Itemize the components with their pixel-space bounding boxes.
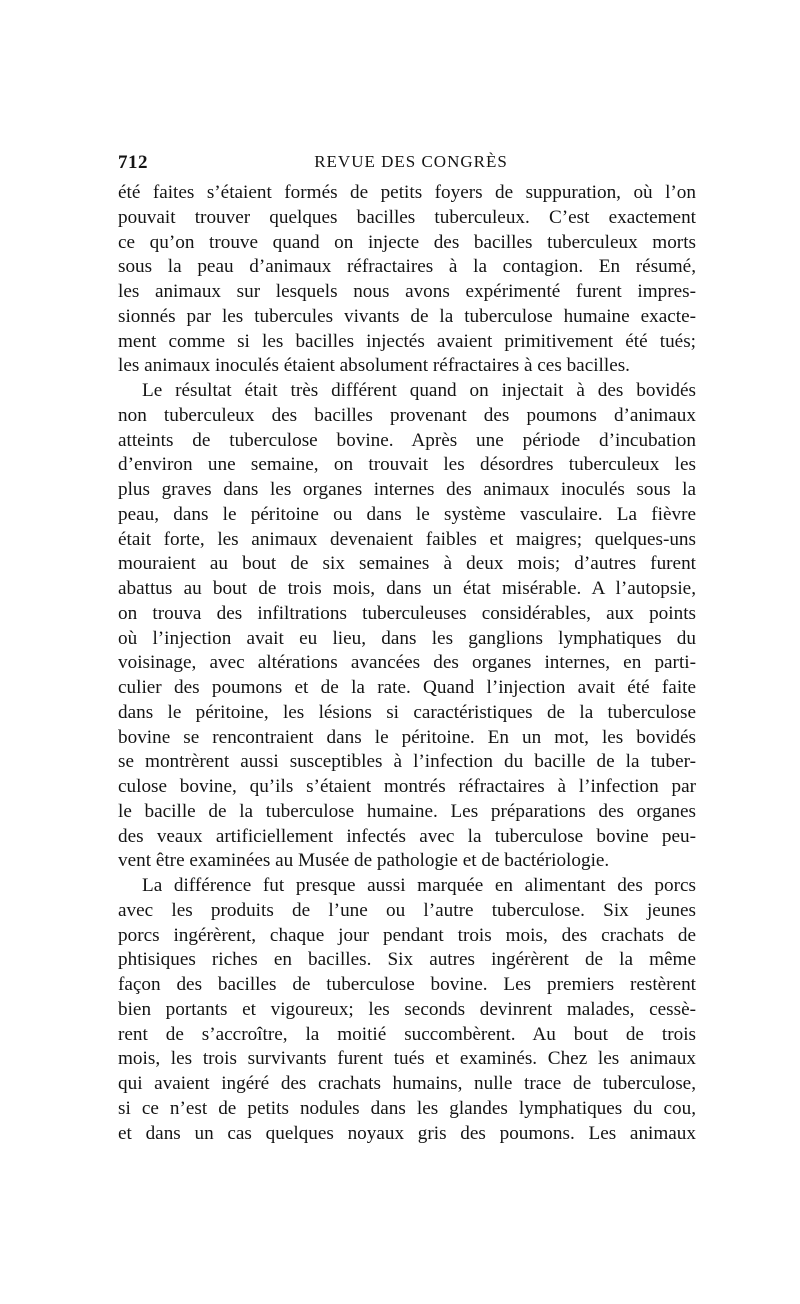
text-line: se montrèrent aussi susceptibles à l’infection du bacille de la tuber- [118,751,696,773]
text-line: phtisiques riches en bacilles. Six autres ingérèrent de la même [118,949,696,971]
text-line: atteints de tuberculose bovine. Après une période d’incubation [118,429,696,451]
page-header [118,152,696,178]
text-line: abattus au bout de trois mois, dans un état misérable. A l’autopsie, [118,578,696,599]
text-line: mouraient au bout de six semaines à deux mois; d’autres furent [118,553,696,575]
text-line: pouvait trouver quelques bacilles tuberculeux. C’est exactement [118,206,696,228]
text-line: rent de s’accroître, la moitié succombèrent. Au bout de trois [118,1023,696,1045]
text-line: culier des poumons et de la rate. Quand l’injection avait été faite [118,677,696,698]
text-line: les animaux inoculés étaient absolument réfractaires à ces bacilles. [118,355,630,377]
text-line: été faites s’étaient formés de petits foyers de suppuration, où l’on [118,182,696,203]
text-line: et dans un cas quelques noyaux gris des poumons. Les animaux [118,1122,696,1144]
text-line: dans le péritoine, les lésions si caractéristiques de la tuberculose [118,701,696,723]
text-line: bovine se rencontraient dans le péritoine. En un mot, les bovidés [118,726,696,748]
text-line: culose bovine, qu’ils s’étaient montrés réfractaires à l’infection par [118,776,696,797]
text-line: bien portants et vigoureux; les seconds devinrent malades, cessè- [118,998,696,1020]
text-line: façon des bacilles de tuberculose bovine. Les premiers restèrent [118,974,696,995]
text-line: voisinage, avec altérations avancées des organes internes, en parti- [118,652,696,674]
body-text [118,181,696,1146]
text-line: le bacille de la tuberculose humaine. Les préparations des organes [118,800,696,822]
text-line: sous la peau d’animaux réfractaires à la contagion. En résumé, [118,256,696,278]
text-line: les animaux sur lesquels nous avons expérimenté furent impres- [118,281,696,302]
text-line: ce qu’on trouve quand on injecte des bacilles tuberculeux morts [118,231,696,253]
text-line: était forte, les animaux devenaient faibles et maigres; quelques-uns [118,528,696,550]
paragraph [118,181,696,379]
text-line: si ce n’est de petits nodules dans les glandes lymphatiques du cou, [118,1097,696,1119]
text-line: peau, dans le péritoine ou dans le système vasculaire. La fièvre [118,503,696,525]
text-line: Le résultat était très différent quand on injectait à des bovidés [142,380,696,401]
running-title: REVUE DES CONGRÈS [314,152,508,171]
text-line: sionnés par les tubercules vivants de la tuberculose humaine exacte- [118,305,696,327]
text-line: La différence fut presque aussi marquée en alimentant des porcs [142,875,696,896]
paragraph [118,874,696,1146]
text-line: vent être examinées au Musée de pathologie et de bactériologie. [118,850,610,872]
text-line: où l’injection avait eu lieu, dans les ganglions lymphatiques du [118,627,696,649]
paragraph [118,379,696,874]
text-line: ment comme si les bacilles injectés avaient primitivement été tués; [118,330,696,352]
text-line: qui avaient ingéré des crachats humains, nulle trace de tuberculose, [118,1073,696,1094]
page-number: 712 [118,152,148,173]
text-line: porcs ingérèrent, chaque jour pendant trois mois, des crachats de [118,924,696,946]
text-line: plus graves dans les organes internes des animaux inoculés sous la [118,479,696,500]
text-line: non tuberculeux des bacilles provenant des poumons d’animaux [118,404,696,426]
text-line: des veaux artificiellement infectés avec la tuberculose bovine peu- [118,825,696,847]
text-line: d’environ une semaine, on trouvait les désordres tuberculeux les [118,454,696,476]
text-line: avec les produits de l’une ou l’autre tuberculose. Six jeunes [118,899,696,921]
text-line: on trouva des infiltrations tuberculeuses considérables, aux points [118,602,696,624]
text-line: mois, les trois survivants furent tués et examinés. Chez les animaux [118,1048,696,1070]
